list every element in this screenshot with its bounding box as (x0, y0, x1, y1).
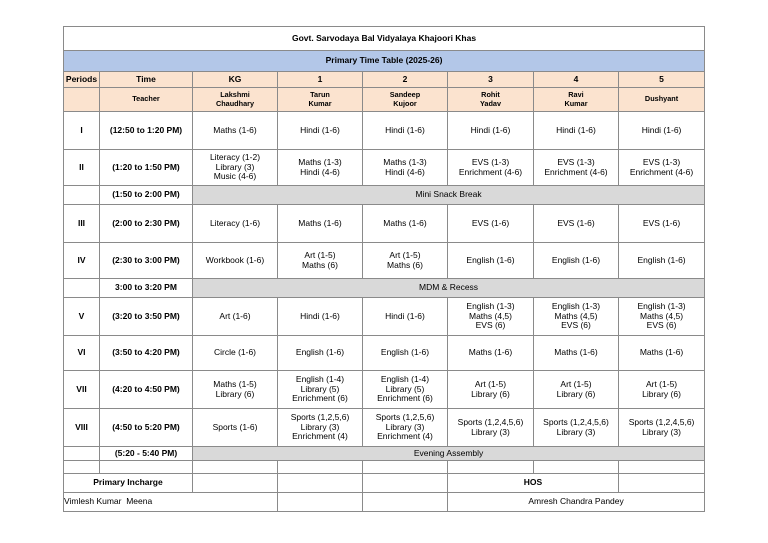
period-number (64, 447, 100, 461)
subject-cell: English (1-6) (278, 336, 363, 371)
subject-cell: Maths (1-3) Hindi (4-6) (363, 150, 448, 186)
subject-cell: English (1-3) Maths (4,5) EVS (6) (448, 298, 534, 336)
period-number: II (64, 150, 100, 186)
blank-cell (278, 493, 363, 512)
period-row (64, 205, 705, 243)
period-time: (5:20 - 5:40 PM) (100, 447, 193, 461)
subject-cell: Hindi (1-6) (619, 112, 705, 150)
class-header: KG (193, 72, 278, 88)
hos-label: HOS (448, 474, 619, 493)
blank-cell (193, 474, 278, 493)
period-row (64, 336, 705, 371)
blank-cell (100, 461, 193, 474)
break-row (64, 186, 705, 205)
blank-cell (64, 461, 100, 474)
subject-cell: Sports (1-6) (193, 409, 278, 447)
break-row (64, 447, 705, 461)
break-label: Evening Assembly (193, 447, 705, 461)
subject-cell: English (1-6) (619, 243, 705, 279)
subject-cell: English (1-4) Library (5) Enrichment (6) (278, 371, 363, 409)
subject-cell: Maths (1-3) Hindi (4-6) (278, 150, 363, 186)
period-number: V (64, 298, 100, 336)
break-row (64, 279, 705, 298)
blank-cell (363, 461, 448, 474)
subject-cell: English (1-3) Maths (4,5) EVS (6) (534, 298, 619, 336)
blank-cell (619, 474, 705, 493)
blank-cell (193, 461, 278, 474)
period-time: (2:00 to 2:30 PM) (100, 205, 193, 243)
blank-cell (448, 461, 534, 474)
subject-cell: English (1-3) Maths (4,5) EVS (6) (619, 298, 705, 336)
period-time: (1:50 to 2:00 PM) (100, 186, 193, 205)
subject-cell: Maths (1-6) (278, 205, 363, 243)
subject-cell: English (1-4) Library (5) Enrichment (6) (363, 371, 448, 409)
class-header: 4 (534, 72, 619, 88)
period-number: IV (64, 243, 100, 279)
time-header: Time (100, 72, 193, 88)
subject-cell: Hindi (1-6) (534, 112, 619, 150)
subject-cell: Sports (1,2,5,6) Library (3) Enrichment (4) (363, 409, 448, 447)
subject-cell: Workbook (1-6) (193, 243, 278, 279)
subject-cell: Sports (1,2,5,6) Library (3) Enrichment (4) (278, 409, 363, 447)
subject-cell: Maths (1-6) (193, 112, 278, 150)
blank-cell (363, 474, 448, 493)
blank-cell (363, 493, 448, 512)
subject-cell: Maths (1-5) Library (6) (193, 371, 278, 409)
subject-cell: Literacy (1-6) (193, 205, 278, 243)
subject-cell: Hindi (1-6) (448, 112, 534, 150)
period-time: (3:20 to 3:50 PM) (100, 298, 193, 336)
period-time: (2:30 to 3:00 PM) (100, 243, 193, 279)
subject-cell: Sports (1,2,4,5,6) Library (3) (619, 409, 705, 447)
class-header: 2 (363, 72, 448, 88)
subject-cell: English (1-6) (448, 243, 534, 279)
period-number: VIII (64, 409, 100, 447)
subject-cell: Hindi (1-6) (278, 112, 363, 150)
teacher-name: Dushyant (619, 88, 705, 112)
period-row (64, 409, 705, 447)
period-row (64, 112, 705, 150)
period-number: I (64, 112, 100, 150)
period-time: 3:00 to 3:20 PM (100, 279, 193, 298)
subject-cell: Art (1-5) Maths (6) (278, 243, 363, 279)
timetable-subtitle: Primary Time Table (2025-26) (64, 51, 705, 72)
break-label: MDM & Recess (193, 279, 705, 298)
teacher-name: Sandeep Kujoor (363, 88, 448, 112)
subject-cell: EVS (1-6) (534, 205, 619, 243)
blank-cell (534, 461, 619, 474)
period-number: VI (64, 336, 100, 371)
class-header: 3 (448, 72, 534, 88)
subject-cell: English (1-6) (363, 336, 448, 371)
period-number: III (64, 205, 100, 243)
subject-cell: Art (1-6) (193, 298, 278, 336)
period-row (64, 243, 705, 279)
primary-incharge-name: Vimlesh Kumar Meena (64, 493, 278, 512)
periods-header: Periods (64, 72, 100, 88)
period-number (64, 186, 100, 205)
subject-cell: EVS (1-3) Enrichment (4-6) (534, 150, 619, 186)
period-time: (1:20 to 1:50 PM) (100, 150, 193, 186)
teacher-name: Rohit Yadav (448, 88, 534, 112)
blank-cell (278, 474, 363, 493)
subject-cell: Art (1-5) Library (6) (534, 371, 619, 409)
subject-cell: English (1-6) (534, 243, 619, 279)
period-row (64, 298, 705, 336)
blank-cell (619, 461, 705, 474)
period-number: VII (64, 371, 100, 409)
class-header: 5 (619, 72, 705, 88)
hos-name: Amresh Chandra Pandey (448, 493, 705, 512)
subject-cell: Circle (1-6) (193, 336, 278, 371)
subject-cell: Maths (1-6) (363, 205, 448, 243)
class-header: 1 (278, 72, 363, 88)
subject-cell: Sports (1,2,4,5,6) Library (3) (448, 409, 534, 447)
teacher-name: Ravi Kumar (534, 88, 619, 112)
subject-cell: Art (1-5) Library (6) (448, 371, 534, 409)
subject-cell: Maths (1-6) (534, 336, 619, 371)
period-number (64, 279, 100, 298)
subject-cell: EVS (1-6) (448, 205, 534, 243)
subject-cell: Hindi (1-6) (363, 298, 448, 336)
subject-cell: Maths (1-6) (448, 336, 534, 371)
subject-cell: Sports (1,2,4,5,6) Library (3) (534, 409, 619, 447)
teacher-name: Tarun Kumar (278, 88, 363, 112)
subject-cell: EVS (1-3) Enrichment (4-6) (619, 150, 705, 186)
subject-cell: Art (1-5) Maths (6) (363, 243, 448, 279)
teacher-name: Lakshmi Chaudhary (193, 88, 278, 112)
break-label: Mini Snack Break (193, 186, 705, 205)
period-time: (3:50 to 4:20 PM) (100, 336, 193, 371)
subject-cell: Literacy (1-2) Library (3) Music (4-6) (193, 150, 278, 186)
period-time: (4:50 to 5:20 PM) (100, 409, 193, 447)
subject-cell: Maths (1-6) (619, 336, 705, 371)
subject-cell: Hindi (1-6) (363, 112, 448, 150)
empty-header-cell (64, 88, 100, 112)
subject-cell: EVS (1-3) Enrichment (4-6) (448, 150, 534, 186)
period-time: (12:50 to 1:20 PM) (100, 112, 193, 150)
subject-cell: EVS (1-6) (619, 205, 705, 243)
period-row (64, 371, 705, 409)
period-time: (4:20 to 4:50 PM) (100, 371, 193, 409)
period-row (64, 150, 705, 186)
primary-incharge-label: Primary Incharge (64, 474, 193, 493)
timetable (63, 26, 705, 512)
teacher-header: Teacher (100, 88, 193, 112)
subject-cell: Hindi (1-6) (278, 298, 363, 336)
school-title: Govt. Sarvodaya Bal Vidyalaya Khajoori Khas (64, 27, 705, 51)
subject-cell: Art (1-5) Library (6) (619, 371, 705, 409)
blank-cell (278, 461, 363, 474)
